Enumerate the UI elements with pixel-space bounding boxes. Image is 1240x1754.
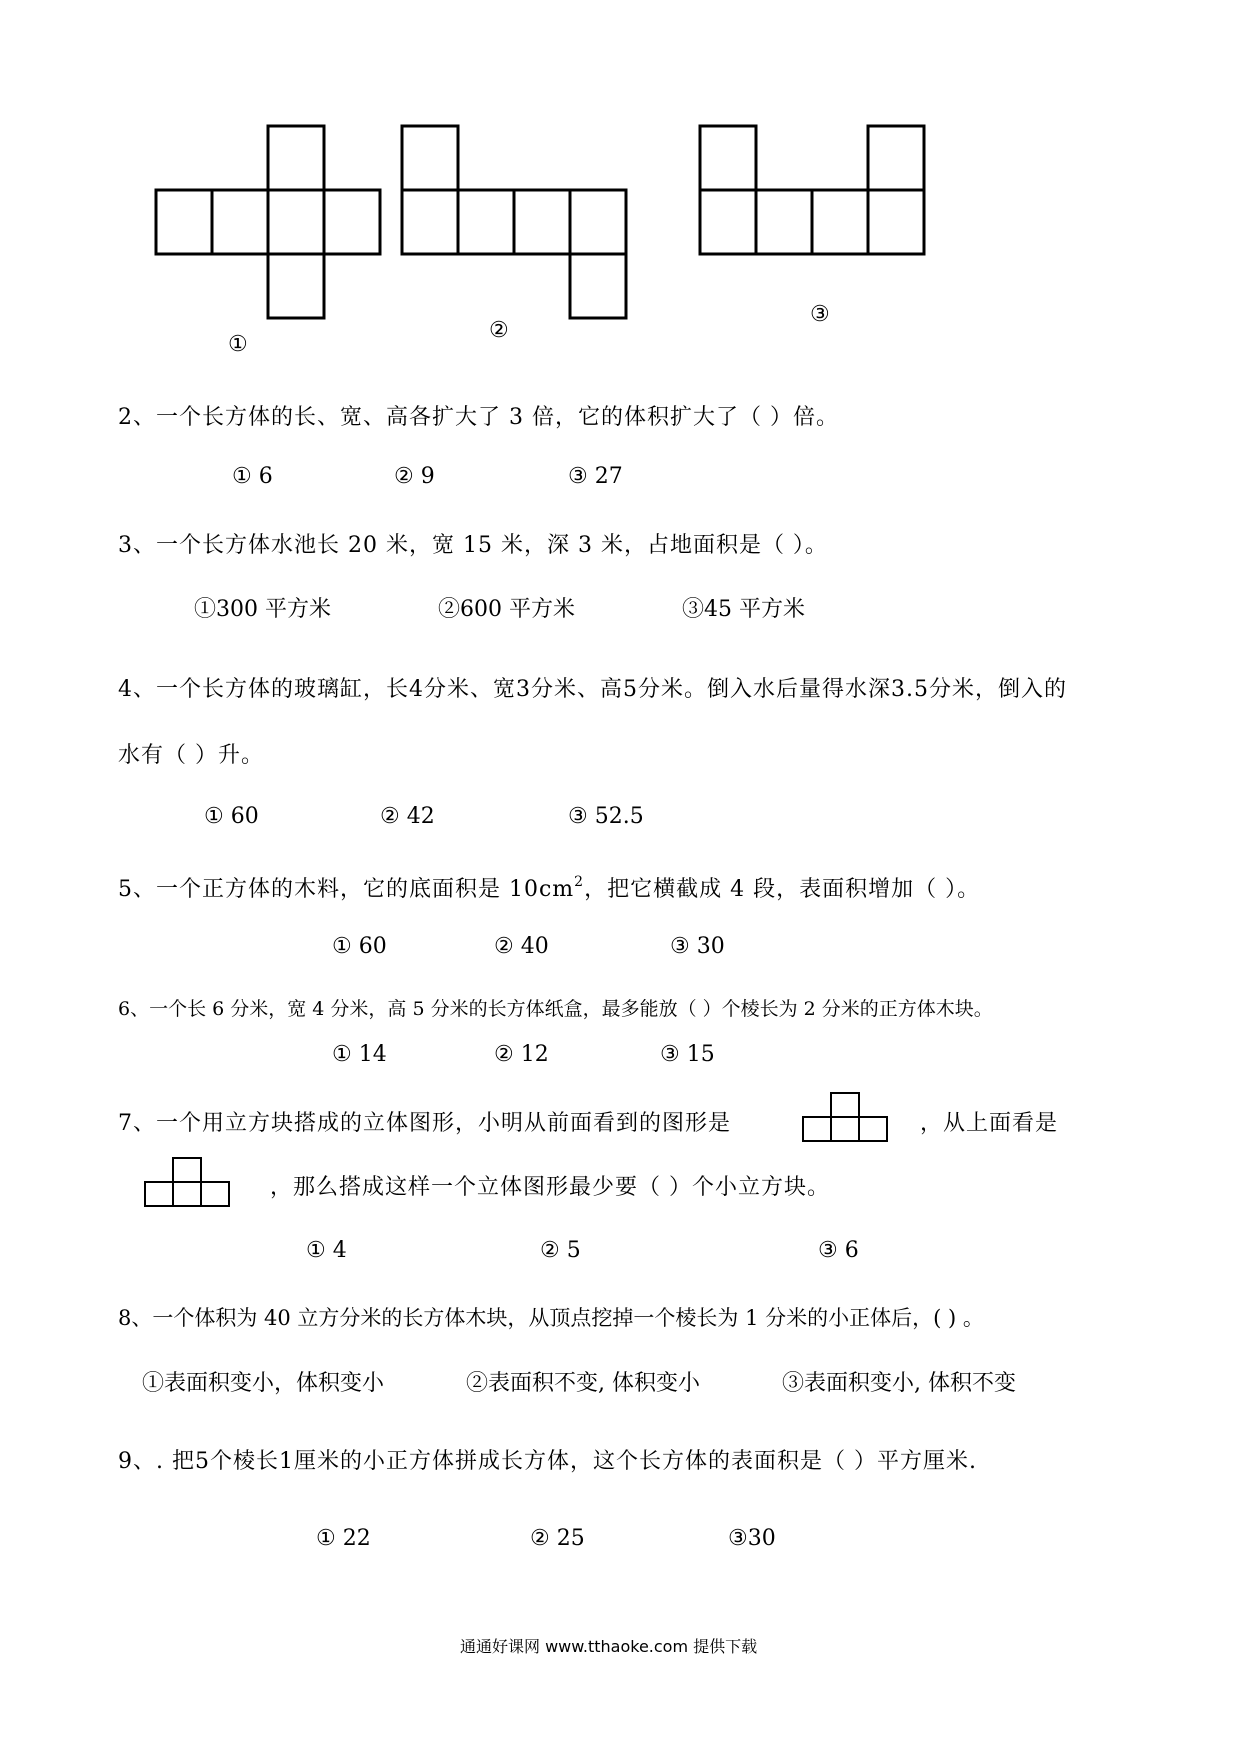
question-5-superscript: 2 [574, 874, 585, 890]
net-label-2: ② [489, 318, 509, 343]
question-2-option-3: ③ 27 [568, 464, 623, 489]
question-5-option-2: ② 40 [494, 934, 549, 959]
question-6-option-3: ③ 15 [660, 1042, 715, 1067]
question-9-option-2: ② 25 [530, 1526, 585, 1551]
net-label-1: ① [228, 332, 248, 357]
question-4-text-line-2: 水有（ ）升。 [118, 743, 264, 768]
question-7-text-b: ，从上面看是 [920, 1111, 1059, 1136]
question-4-option-1: ① 60 [204, 804, 259, 829]
question-7-option-2: ② 5 [540, 1238, 581, 1263]
question-8-option-2: ②表面积不变, 体积变小 [466, 1371, 700, 1396]
question-9-option-3: ③30 [728, 1526, 776, 1551]
question-5-option-3: ③ 30 [670, 934, 725, 959]
question-5-text-after: ，把它横截成 4 段，表面积增加（ ）。 [584, 877, 981, 902]
question-5-text [118, 872, 980, 903]
question-6-option-2: ② 12 [494, 1042, 549, 1067]
question-9-text: 9、. 把5个棱长1厘米的小正方体拼成长方体，这个长方体的表面积是（ ）平方厘米. [118, 1449, 977, 1474]
question-2-option-2: ② 9 [394, 464, 435, 489]
top-view-figure [144, 1155, 240, 1211]
question-4-text-line-1: 4、一个长方体的玻璃缸，长4分米、宽3分米、高5分米。倒入水后量得水深3.5分米，倒入的 [118, 677, 1067, 702]
question-3-text: 3、一个长方体水池长 20 米，宽 15 米，深 3 米，占地面积是（ ）。 [118, 533, 828, 558]
question-5-text-before: 5、一个正方体的木料，它的底面积是 10cm [118, 877, 575, 902]
question-7-text-a: 7、一个用立方块搭成的立体图形，小明从前面看到的图形是 [118, 1111, 731, 1136]
question-8-option-1: ①表面积变小，体积变小 [142, 1371, 385, 1396]
question-3-option-3: ③45 平方米 [682, 597, 805, 622]
front-view-figure [802, 1090, 898, 1146]
question-9-option-1: ① 22 [316, 1526, 371, 1551]
question-7-option-3: ③ 6 [818, 1238, 859, 1263]
cube-net-3-figure [694, 120, 934, 270]
question-8-text: 8、一个体积为 40 立方分米的长方体木块，从顶点挖掉一个棱长为 1 分米的小正体后，( ) 。 [118, 1306, 984, 1330]
question-6-text: 6、一个长 6 分米，宽 4 分米，高 5 分米的长方体纸盒，最多能放（ ）个棱长为 2 分米的正方体木块。 [118, 998, 993, 1020]
question-2-option-1: ① 6 [232, 464, 273, 489]
question-7-text-line-2: ，那么搭成这样一个立体图形最少要（ ）个小立方块。 [270, 1175, 830, 1200]
cube-net-2-figure [396, 120, 636, 330]
cube-net-1-figure [150, 120, 390, 330]
question-5-option-1: ① 60 [332, 934, 387, 959]
question-6-option-1: ① 14 [332, 1042, 387, 1067]
net-label-3: ③ [810, 302, 830, 327]
question-7-option-1: ① 4 [306, 1238, 347, 1263]
question-4-option-3: ③ 52.5 [568, 804, 644, 829]
footer-credit: 通通好课网 www.tthaoke.com 提供下载 [460, 1637, 758, 1656]
question-3-option-2: ②600 平方米 [438, 597, 575, 622]
question-2-text: 2、一个长方体的长、宽、高各扩大了 3 倍，它的体积扩大了（ ）倍。 [118, 405, 839, 430]
question-8-option-3: ③表面积变小, 体积不变 [782, 1371, 1016, 1396]
question-3-option-1: ①300 平方米 [194, 597, 331, 622]
question-4-option-2: ② 42 [380, 804, 435, 829]
